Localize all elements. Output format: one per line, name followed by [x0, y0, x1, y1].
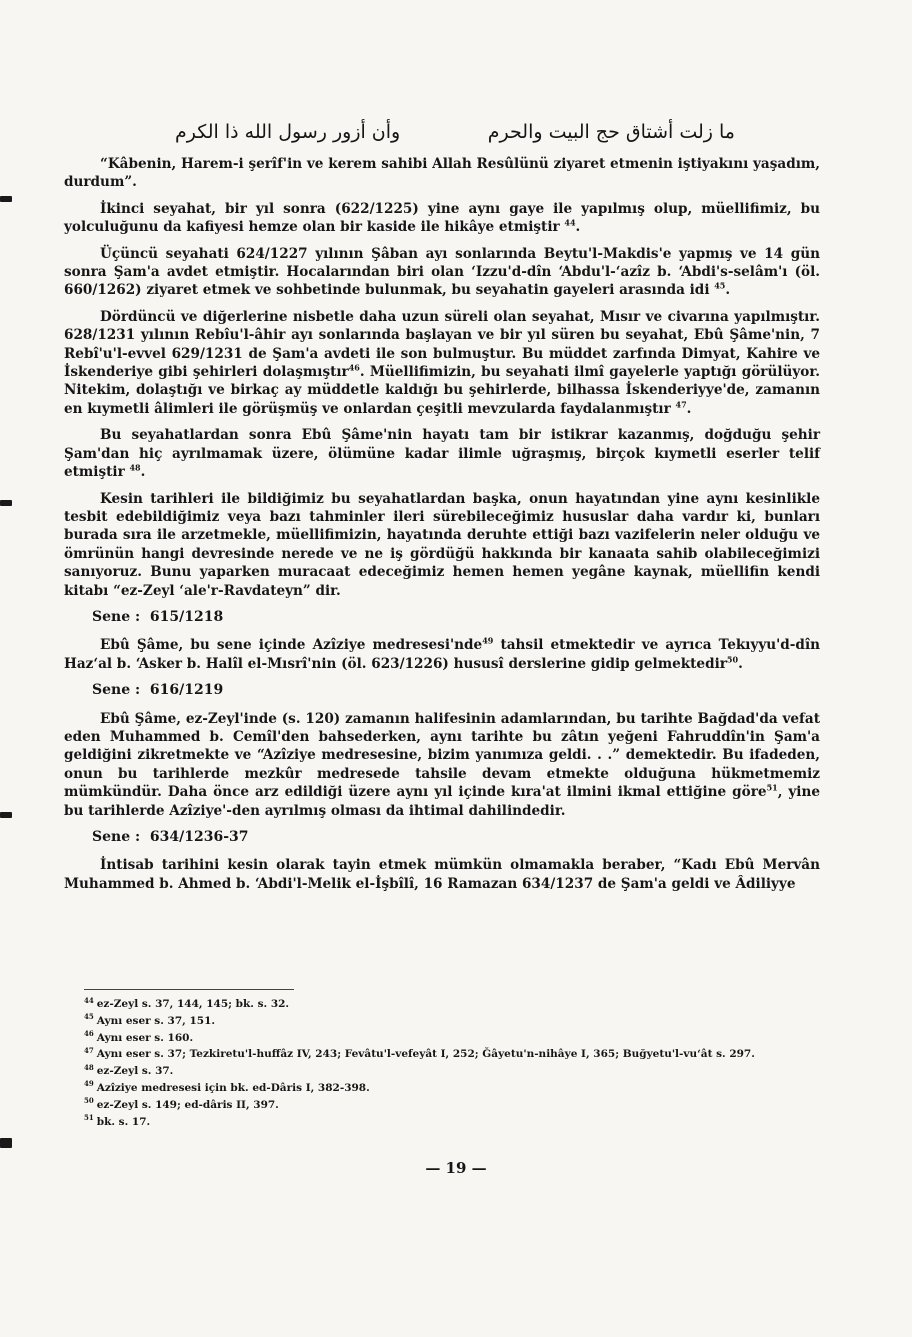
footnote-ref[interactable]: 44 [564, 217, 576, 228]
footnote-ref[interactable]: 45 [714, 280, 726, 291]
arabic-verse [175, 112, 735, 152]
paragraph: İkinci seyahat, bir yıl sonra (622/1225) yine aynı gaye ile yapılmış olup, müellifimiz, bu yolculuğunu da kafiyesi hemze olan bir kaside ile hikâye etmiştir $^{44}$. [64, 200, 820, 236]
page-number: — 19 — [425, 1159, 487, 1177]
footnote: $^{51}$ bk. s. 17. [84, 1113, 151, 1128]
paragraph: Ebû Şâme, ez-Zeyl'inde (s. 120) zamanın halifesinin adamlarından, bu tarihte Bağdad'da vefat eden Muhammed b. Cemîl'den bahsederken, aynı tarihte bu zâtın yeğeni Fahruddîn'in Şam'a geldiğini zikretmekte ve “Azîziye medresesine, bizim yanımıza geldi. . .” demektedir. Bu ifadeden, onun bu tarihlerde mezkûr medresede tahsile devam etmekte olduğuna hükmetmemiz mümkündür. Daha önce arz edildiği üzere aynı yıl içinde kıra'at ilmini ikmal ettiğine göre$^{51}$, yine bu tarihlerde Azîziye'-den ayrılmış olması da ihtimal dahilindedir. [64, 710, 821, 819]
paragraph: Dördüncü ve diğerlerine nisbetle daha uzun süreli olan seyahat, Mısır ve civarına yapılmıştır. 628/1231 yılının Rebîu'l-âhir ayı sonlarında başlayan ve bir yıl süren bu seyahat, Ebû Şâme'nin, 7 Rebî'u'l-evvel 629/1231 de Şam'a avdeti ile son bulmuştur. Bu müddet zarfında Dimyat, Kahire ve İskenderiye gibi şehirleri dolaşmıştır$^{46}$. Müellifimizin, bu seyahati ilmî gayelerle yaptığı görülüyor. Nitekim, dolaştığı ve birkaç ay müddetle kaldığı bu şehirlerde, bilhassa İskenderiyye'de, zamanın en kıymetli âlimleri ile görüşmüş ve onlardan çeşitli mevzularda faydalanmıştır $^{47}$. [64, 308, 820, 417]
footnote: $^{49}$ Azîziye medresesi için bk. ed-Dâris I, 382-398. [84, 1079, 370, 1094]
scan-margin-mark [0, 500, 12, 506]
paragraph: Kesin tarihleri ile bildiğimiz bu seyahatlardan başka, onun hayatından yine aynı kesinlikle tesbit edebildiğimiz veya bazı tahminler ileri sürebileceğimiz hususlar daha vardır ki, bunları burada sıra ile arzetmekle, müellifimizin, hayatında deruhte ettiği bazı vazifelerin neler olduğu ve ömrünün hangi devresinde nerede ve ne iş gördüğü hakkında bir kanaata sahib olabileceğimizi sanıyoruz. Bunu yaparken muracaat edeceğimiz hemen hemen yegâne kaynak, müellifin kendi kitabı “ez-Zeyl ‘ale'r-Ravdateyn” dir. [64, 490, 820, 599]
footnote: $^{46}$ Aynı eser s. 160. [84, 1029, 194, 1044]
verse-first-hemistich: ما زلت أشتاق حج البيت والحرم [487, 121, 735, 143]
footnote-ref[interactable]: 46 [348, 362, 360, 373]
footnotes [84, 996, 824, 1130]
paragraph: “Kâbenin, Harem-i şerîf'in ve kerem sahibi Allah Resûlünü ziyaret etmenin iştiyakını yaşadım, durdum”. [64, 156, 820, 191]
paragraph: İntisab tarihini kesin olarak tayin etmek mümkün olmamakla beraber, “Kadı Ebû Mervân Muhammed b. Ahmed b. ‘Abdi'l-Melik el-İşbîlî, 16 Ramazan 634/1237 de Şam'a geldi ve Âdiliyye [64, 857, 820, 892]
paragraph: Bu seyahatlardan sonra Ebû Şâme'nin hayatı tam bir istikrar kazanmış, doğduğu şehir Şam'dan hiç ayrılmamak üzere, ölümüne kadar ilimle uğraşmış, birçok kıymetli eserler telif etmiştir $^{48}$. [64, 427, 820, 481]
paragraph: Üçüncü seyahati 624/1227 yılının Şâban ayı sonlarında Beytu'l-Makdis'e yapmış ve 14 gün sonra Şam'a avdet etmiştir. Hocalarından biri olan ‘Izzu'd-dîn ‘Abdu'l-‘azîz b. ‘Abdi's-selâm'ı (öl. 660/1262) ziyaret etmek ve sohbetinde bulunmak, bu seyahatin gayeleri arasında idi $^{45}$. [64, 245, 820, 299]
footnote: $^{44}$ ez-Zeyl s. 37, 144, 145; bk. s. 32. [84, 995, 290, 1010]
footnote-ref[interactable]: 48 [129, 462, 141, 473]
footnote-ref[interactable]: 50 [726, 654, 739, 665]
footnote-ref[interactable]: 49 [482, 635, 494, 646]
scan-margin-mark [0, 812, 12, 818]
section-heading: Sene : 615/1218 [92, 608, 224, 625]
footnote-divider [84, 989, 294, 990]
footnote: $^{50}$ ez-Zeyl s. 149; ed-dâris II, 397. [84, 1096, 279, 1111]
footnote-ref[interactable]: 47 [675, 399, 687, 410]
footnote: $^{45}$ Aynı eser s. 37, 151. [84, 1012, 216, 1027]
section-heading: Sene : 616/1219 [92, 682, 224, 699]
footnote: $^{48}$ ez-Zeyl s. 37. [84, 1062, 174, 1078]
paragraph: Ebû Şâme, bu sene içinde Azîziye medresesi'nde$^{49}$ tahsil etmektedir ve ayrıca Tekıyyu'd-dîn Haz‘al b. ‘Asker b. Halîl el-Mısrî'nin (öl. 623/1226) hususî derslerine gidip gelmektedir$^{50}$. [64, 635, 820, 672]
section-heading: Sene : 634/1236-37 [92, 829, 249, 845]
scan-margin-mark [0, 196, 12, 202]
scan-margin-mark [0, 1138, 12, 1148]
body-text [64, 155, 820, 901]
verse-second-hemistich: وأن أزور رسول الله ذا الكرم [175, 121, 401, 143]
footnote-ref[interactable]: 51 [766, 782, 778, 793]
footnote: $^{47}$ Aynı eser s. 37; Tezkiretu'l-huffâz IV, 243; Fevâtu'l-vefeyât I, 252; Ğâyetu'n-nihâye I, 365; Buğyetu'l-vu‘ât s. 297. [84, 1045, 755, 1061]
